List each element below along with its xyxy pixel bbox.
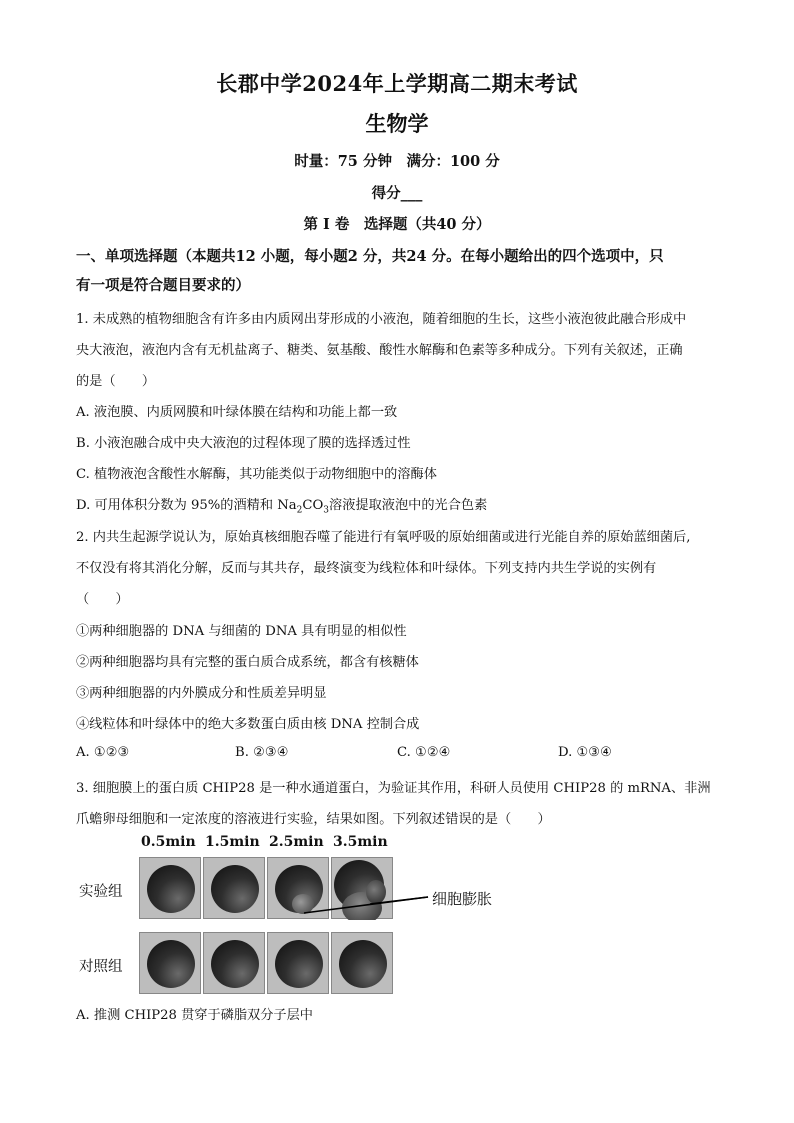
q2-statement-3: ③两种细胞器的内外膜成分和性质差异明显 [76, 686, 327, 701]
oocyte-image [147, 940, 195, 988]
q2-statement-4: ④线粒体和叶绿体中的绝大多数蛋白质由核 DNA 控制合成 [76, 717, 420, 732]
ctl-cell-4 [331, 932, 393, 994]
q1-option-d-mid: CO [302, 498, 324, 513]
row-label-experimental: 实验组 [79, 884, 123, 900]
section-heading-line2: 有一项是符合题目要求的） [76, 277, 250, 294]
q2-statement-1: ①两种细胞器的 DNA 与细菌的 DNA 具有明显的相似性 [76, 624, 407, 639]
q1-option-a: A. 液泡膜、内质网膜和叶绿体膜在结构和功能上都一致 [76, 405, 398, 420]
section-heading-line1: 一、单项选择题（本题共12 小题，每小题2 分，共24 分。在每小题给出的四个选项中，只 [76, 248, 664, 265]
time-label-2: 1.5min [205, 834, 260, 850]
ctl-cell-2 [203, 932, 265, 994]
q1-option-d-sub1: 2 [296, 505, 303, 516]
part-title: 第 I 卷 选择题（共40 分） [303, 216, 491, 233]
row-label-control: 对照组 [79, 959, 123, 975]
score-field: 得分___ [371, 185, 423, 202]
q2-stem-line2: 不仅没有将其消化分解，反而与其共存，最终演变为线粒体和叶绿体。下列支持内共生学说的实例有 [76, 561, 657, 576]
ctl-cell-3 [267, 932, 329, 994]
time-score: 时量：75 分钟 满分：100 分 [294, 153, 500, 170]
oocyte-image [339, 940, 387, 988]
q2-option-a: A. ①②③ [76, 745, 130, 760]
q1-option-b: B. 小液泡融合成中央大液泡的过程体现了膜的选择透过性 [76, 436, 411, 451]
q1-stem-line3: 的是（ ） [76, 374, 156, 389]
time-label-4: 3.5min [333, 834, 388, 850]
time-label-1: 0.5min [141, 834, 196, 850]
q2-stem-line1: 2. 内共生起源学说认为，原始真核细胞吞噬了能进行有氧呼吸的原始细菌或进行光能自养的原始蓝细菌后, [76, 530, 691, 545]
q3-option-a: A. 推测 CHIP28 贯穿于磷脂双分子层中 [76, 1008, 313, 1023]
q1-option-c: C. 植物液泡含酸性水解酶，其功能类似于动物细胞中的溶酶体 [76, 467, 437, 482]
q3-stem-line2: 爪蟾卵母细胞和一定浓度的溶液进行实验，结果如图。下列叙述错误的是（ ） [76, 812, 551, 827]
q1-option-d-sub2: 3 [323, 505, 330, 516]
q2-option-c: C. ①②④ [397, 745, 451, 760]
oocyte-image [275, 940, 323, 988]
annotation-label: 细胞膨胀 [432, 890, 493, 908]
time-label-3: 2.5min [269, 834, 324, 850]
q2-stem-line3: （ ） [76, 592, 129, 607]
q1-stem-line2: 央大液泡，液泡内含有无机盐离子、糖类、氨基酸、酸性水解酶和色素等多种成分。下列有关叙述，正确 [76, 343, 683, 358]
q1-option-d-pre: D. 可用体积分数为 95%的酒精和 Na [76, 498, 297, 513]
q3-stem-line1: 3. 细胞膜上的蛋白质 CHIP28 是一种水通道蛋白，为验证其作用，科研人员使用 CHIP28 的 mRNA、非洲 [76, 781, 711, 796]
q2-option-d: D. ①③④ [558, 745, 612, 760]
q2-statement-2: ②两种细胞器均具有完整的蛋白质合成系统，都含有核糖体 [76, 655, 419, 670]
oocyte-image [211, 940, 259, 988]
exam-title: 长郡中学2024年上学期高二期末考试 [216, 71, 578, 96]
q1-stem-line1: 1. 未成熟的植物细胞含有许多由内质网出芽形成的小液泡，随着细胞的生长，这些小液泡彼此融合形成中 [76, 312, 687, 327]
pointer-line-2 [370, 897, 428, 904]
ctl-cell-1 [139, 932, 201, 994]
q1-option-d-post: 溶液提取液泡中的光合色素 [329, 498, 488, 513]
q2-option-b: B. ②③④ [235, 745, 289, 760]
subject-title: 生物学 [365, 111, 429, 136]
